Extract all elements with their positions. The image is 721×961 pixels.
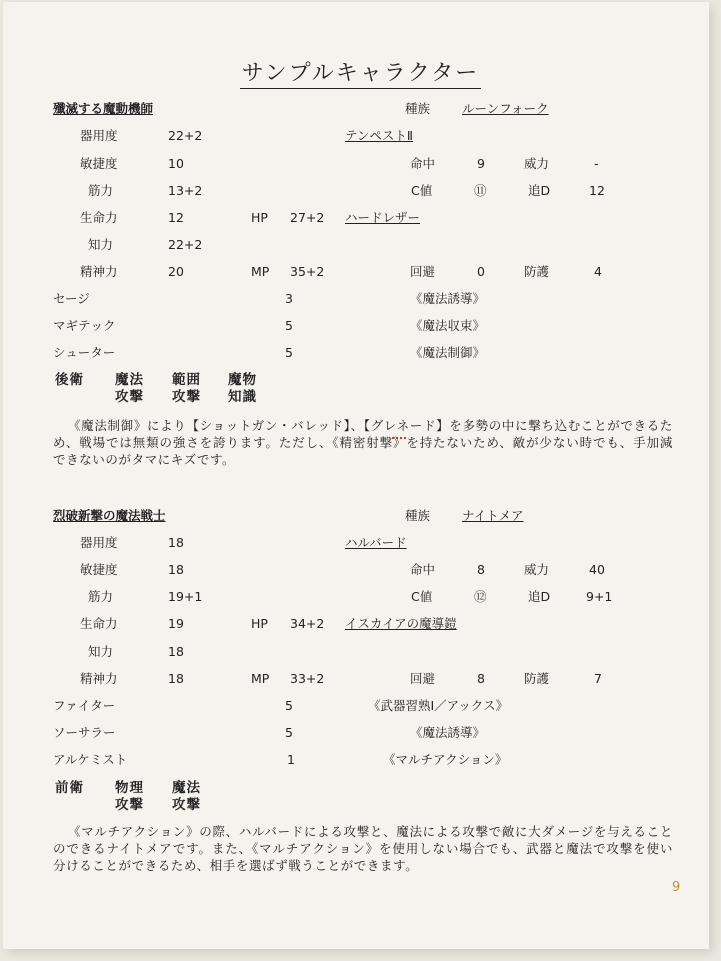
char2-weapon: ハルバード (345, 535, 407, 550)
char1-evade: 0 (477, 264, 485, 279)
char2-str-label: 筋力 (88, 589, 114, 604)
char2-dex-label: 器用度 (80, 535, 118, 550)
char2-tag-bottom: 攻撃 (172, 797, 201, 813)
char1-description: 《魔法制御》により【ショットガン・バレッド】、【グレネード】を多勢の中に撃ち込むことができるため、戦場では無類の強さを誇ります。ただし、《精密射撃》を持たないため、敵が少ない時でも、手加減できないのがタマにキズです。 (53, 418, 673, 467)
char1-crit: ⑪ (474, 183, 487, 198)
page-number: 9 (672, 880, 681, 895)
char1-class-feat: 《魔法収束》 (410, 318, 486, 333)
char1-tag-bottom: 攻撃 (172, 389, 201, 405)
char2-mp: 33+2 (290, 671, 325, 686)
char1-power: - (594, 156, 599, 171)
char1-def-label: 防護 (524, 264, 550, 279)
char2-agi-label: 敏捷度 (80, 562, 118, 577)
char2-description: 《マルチアクション》の際、ハルバードによる攻撃と、魔法による攻撃で敵に大ダメージを与えることのできるナイトメアです。また、《マルチアクション》を使用しない場合でも、武器と魔法で攻撃を使い分けることができるため、相手を選ばず戦うことができます。 (53, 824, 673, 873)
document-page (3, 2, 709, 949)
char2-class-name: ソーサラー (53, 725, 116, 740)
char1-name: 殲滅する魔動機師 (53, 101, 154, 116)
char1-int: 22+2 (168, 237, 203, 252)
char1-class-feat: 《魔法制御》 (410, 345, 486, 360)
char1-vit: 12 (168, 210, 184, 225)
char1-class-feat: 《魔法誘導》 (410, 291, 486, 306)
char2-power: 40 (589, 562, 605, 577)
char1-class-level: 3 (285, 291, 293, 306)
char1-hit: 9 (477, 156, 485, 171)
char1-int-label: 知力 (88, 237, 114, 252)
char1-addd-label: 追D (528, 183, 551, 198)
char1-def: 4 (594, 264, 602, 279)
char2-hp-label: HP (251, 616, 268, 631)
char1-dex: 22+2 (168, 128, 203, 143)
char1-addd: 12 (589, 183, 605, 198)
char2-tag-bottom: 攻撃 (115, 797, 144, 813)
char1-tag-bottom: 攻撃 (115, 389, 144, 405)
char2-class-feat: 《マルチアクション》 (383, 752, 508, 767)
char1-class-name: シューター (53, 345, 116, 360)
char1-vit-label: 生命力 (80, 210, 118, 225)
char2-class-level: 1 (287, 752, 295, 767)
char1-hp: 27+2 (290, 210, 325, 225)
char1-hit-label: 命中 (410, 156, 436, 171)
char1-agi-label: 敏捷度 (80, 156, 118, 171)
char2-agi: 18 (168, 562, 184, 577)
char1-spi: 20 (168, 264, 184, 279)
char2-evade: 8 (477, 671, 485, 686)
char2-class-level: 5 (285, 725, 293, 740)
char2-class-name: ファイター (53, 698, 116, 713)
char1-str-label: 筋力 (88, 183, 114, 198)
char2-mp-label: MP (251, 671, 270, 686)
char2-vit: 19 (168, 616, 184, 631)
char1-mp: 35+2 (290, 264, 325, 279)
char2-crit-label: C値 (411, 589, 433, 604)
char1-agi: 10 (168, 156, 184, 171)
char1-position-tag: 後衛 (55, 372, 84, 388)
char2-class-level: 5 (285, 698, 293, 713)
char2-name: 烈破新撃の魔法戦士 (53, 508, 166, 523)
char1-crit-label: C値 (411, 183, 433, 198)
spellcheck-underline (392, 433, 406, 439)
page-title: サンプルキャラクター (0, 56, 721, 87)
char2-hp: 34+2 (290, 616, 325, 631)
char2-class-feat: 《武器習熟Ⅰ／アックス》 (368, 698, 509, 713)
char2-addd: 9+1 (586, 589, 613, 604)
char1-mp-label: MP (251, 264, 270, 279)
char2-hit-label: 命中 (410, 562, 436, 577)
char1-class-name: セージ (53, 291, 90, 306)
char2-tag-top: 魔法 (172, 780, 201, 796)
char1-class-level: 5 (285, 345, 293, 360)
char2-int-label: 知力 (88, 644, 114, 659)
char1-tag-top: 範囲 (172, 372, 201, 388)
char1-hp-label: HP (251, 210, 268, 225)
char2-evade-label: 回避 (410, 671, 436, 686)
char2-int: 18 (168, 644, 184, 659)
char1-tag-top: 魔物 (228, 372, 257, 388)
char2-def: 7 (594, 671, 602, 686)
char2-addd-label: 追D (528, 589, 551, 604)
char1-power-label: 威力 (524, 156, 550, 171)
char2-race: ナイトメア (462, 508, 524, 523)
char1-race: ルーンフォーク (462, 101, 549, 116)
char2-hit: 8 (477, 562, 485, 577)
char2-tag-top: 物理 (115, 780, 144, 796)
char1-weapon: テンペストⅡ (345, 128, 414, 143)
char1-str: 13+2 (168, 183, 203, 198)
char1-armor: ハードレザー (345, 210, 421, 225)
char2-class-name: アルケミスト (53, 752, 128, 767)
char2-spi-label: 精神力 (80, 671, 118, 686)
char2-class-feat: 《魔法誘導》 (410, 725, 486, 740)
char1-dex-label: 器用度 (80, 128, 118, 143)
char2-armor: イスカイアの魔導鎧 (345, 616, 457, 631)
char2-power-label: 威力 (524, 562, 550, 577)
char1-class-name: マギテック (53, 318, 116, 333)
char1-race-label: 種族 (405, 101, 431, 116)
char2-vit-label: 生命力 (80, 616, 118, 631)
char1-spi-label: 精神力 (80, 264, 118, 279)
char1-class-level: 5 (285, 318, 293, 333)
char2-def-label: 防護 (524, 671, 550, 686)
char2-spi: 18 (168, 671, 184, 686)
char1-evade-label: 回避 (410, 264, 436, 279)
char1-tag-top: 魔法 (115, 372, 144, 388)
char2-position-tag: 前衛 (55, 780, 84, 796)
char1-tag-bottom: 知識 (228, 389, 257, 405)
char2-dex: 18 (168, 535, 184, 550)
char2-race-label: 種族 (405, 508, 431, 523)
char2-crit: ⑫ (474, 589, 487, 604)
char2-str: 19+1 (168, 589, 203, 604)
